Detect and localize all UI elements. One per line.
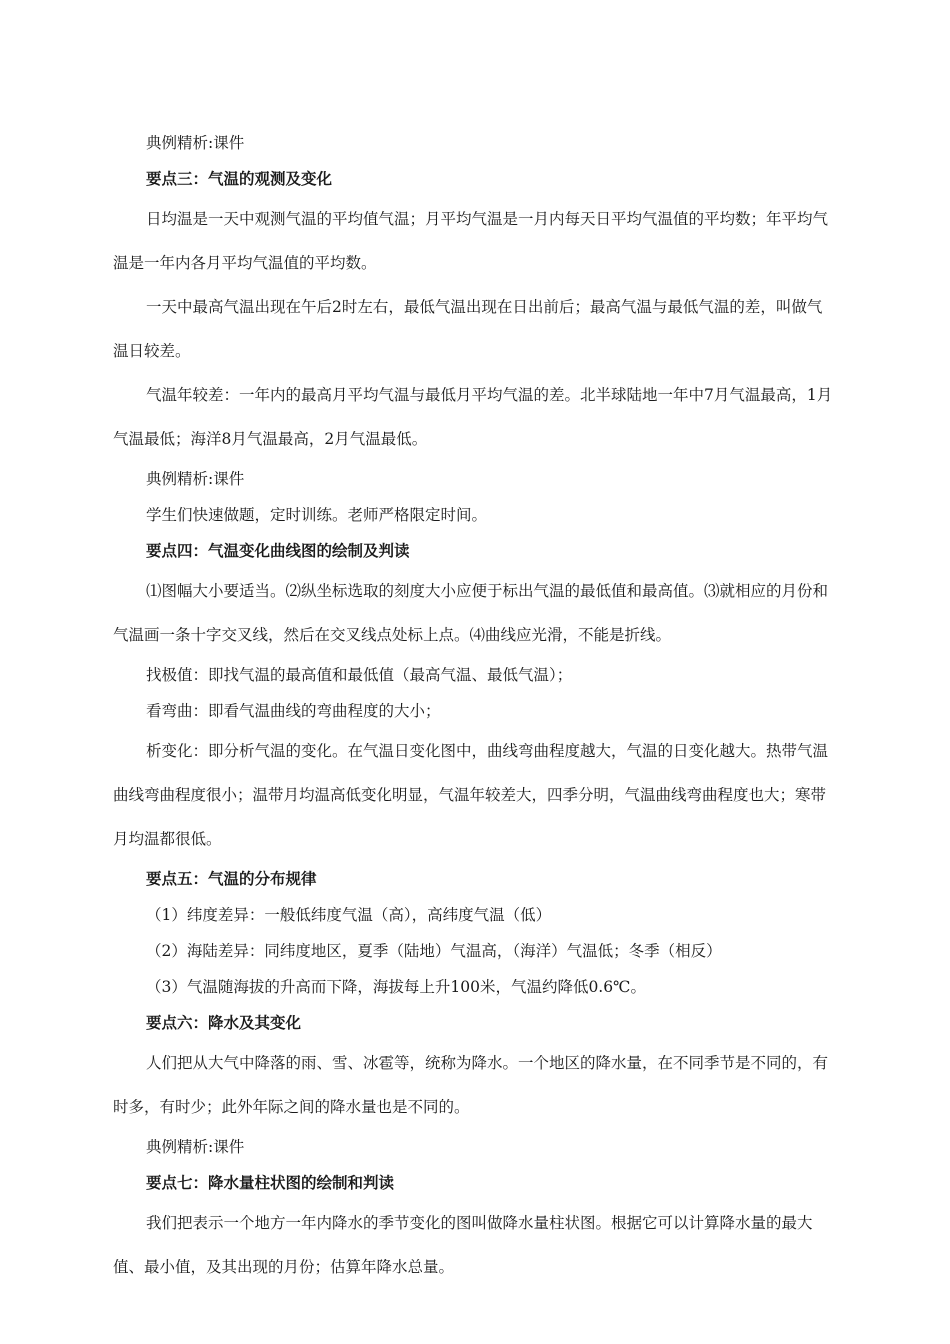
paragraph-example-1: 典例精析:课件 [146,134,245,152]
paragraph-look-curvature: 看弯曲：即看气温曲线的弯曲程度的大小； [146,702,441,720]
paragraph-daily-average-temp: 日均温是一天中观测气温的平均值气温；月平均气温是一月内每天日平均气温值的平均数；年平均气温是一年内各月平均气温值的平均数。 [113,210,829,272]
paragraph-precipitation: 人们把从大气中降落的雨、雪、冰雹等，统称为降水。一个地区的降水量，在不同季节是不同的，有时多，有时少；此外年际之间的降水量也是不同的。 [113,1054,829,1116]
list-item-altitude: （3）气温随海拔的升高而下降，海拔每上升100米，气温约降低0.6℃。 [146,978,646,996]
paragraph-practice: 学生们快速做题，定时训练。老师严格限定时间。 [146,506,488,524]
paragraph-daily-range: 一天中最高气温出现在午后2时左右，最低气温出现在日出前后；最高气温与最低气温的差，叫做气温日较差。 [113,298,823,360]
paragraph-analyze-change: 析变化：即分析气温的变化。在气温日变化图中，曲线弯曲程度越大，气温的日变化越大。热带气温曲线弯曲程度很小；温带月均温高低变化明显，气温年较差大，四季分明，气温曲线弯曲程度也大；寒带月均温都很低。 [113,742,829,848]
document-body [113,125,835,1289]
heading-point-4: 要点四：气温变化曲线图的绘制及判读 [146,541,410,560]
heading-point-7: 要点七：降水量柱状图的绘制和判读 [146,1173,395,1192]
paragraph-example-3: 典例精析:课件 [146,1138,245,1156]
heading-point-3: 要点三：气温的观测及变化 [146,169,333,188]
paragraph-annual-range: 气温年较差：一年内的最高月平均气温与最低月平均气温的差。北半球陆地一年中7月气温最高，1月气温最低；海洋8月气温最高，2月气温最低。 [113,386,833,448]
paragraph-curve-steps: ⑴图幅大小要适当。⑵纵坐标选取的刻度大小应便于标出气温的最低值和最高值。⑶就相应的月份和气温画一条十字交叉线，然后在交叉线点处标上点。⑷曲线应光滑，不能是折线。 [113,582,829,644]
list-item-latitude: （1）纬度差异：一般低纬度气温（高），高纬度气温（低） [146,906,552,924]
paragraph-precip-chart: 我们把表示一个地方一年内降水的季节变化的图叫做降水量柱状图。根据它可以计算降水量的最大值、最小值，及其出现的月份；估算年降水总量。 [113,1214,813,1276]
heading-point-5: 要点五：气温的分布规律 [146,869,317,888]
heading-point-6: 要点六：降水及其变化 [146,1013,302,1032]
list-item-land-sea: （2）海陆差异：同纬度地区，夏季（陆地）气温高，（海洋）气温低；冬季（相反） [146,942,722,960]
paragraph-find-extremes: 找极值：即找气温的最高值和最低值（最高气温、最低气温）； [146,666,573,684]
paragraph-example-2: 典例精析:课件 [146,470,245,488]
